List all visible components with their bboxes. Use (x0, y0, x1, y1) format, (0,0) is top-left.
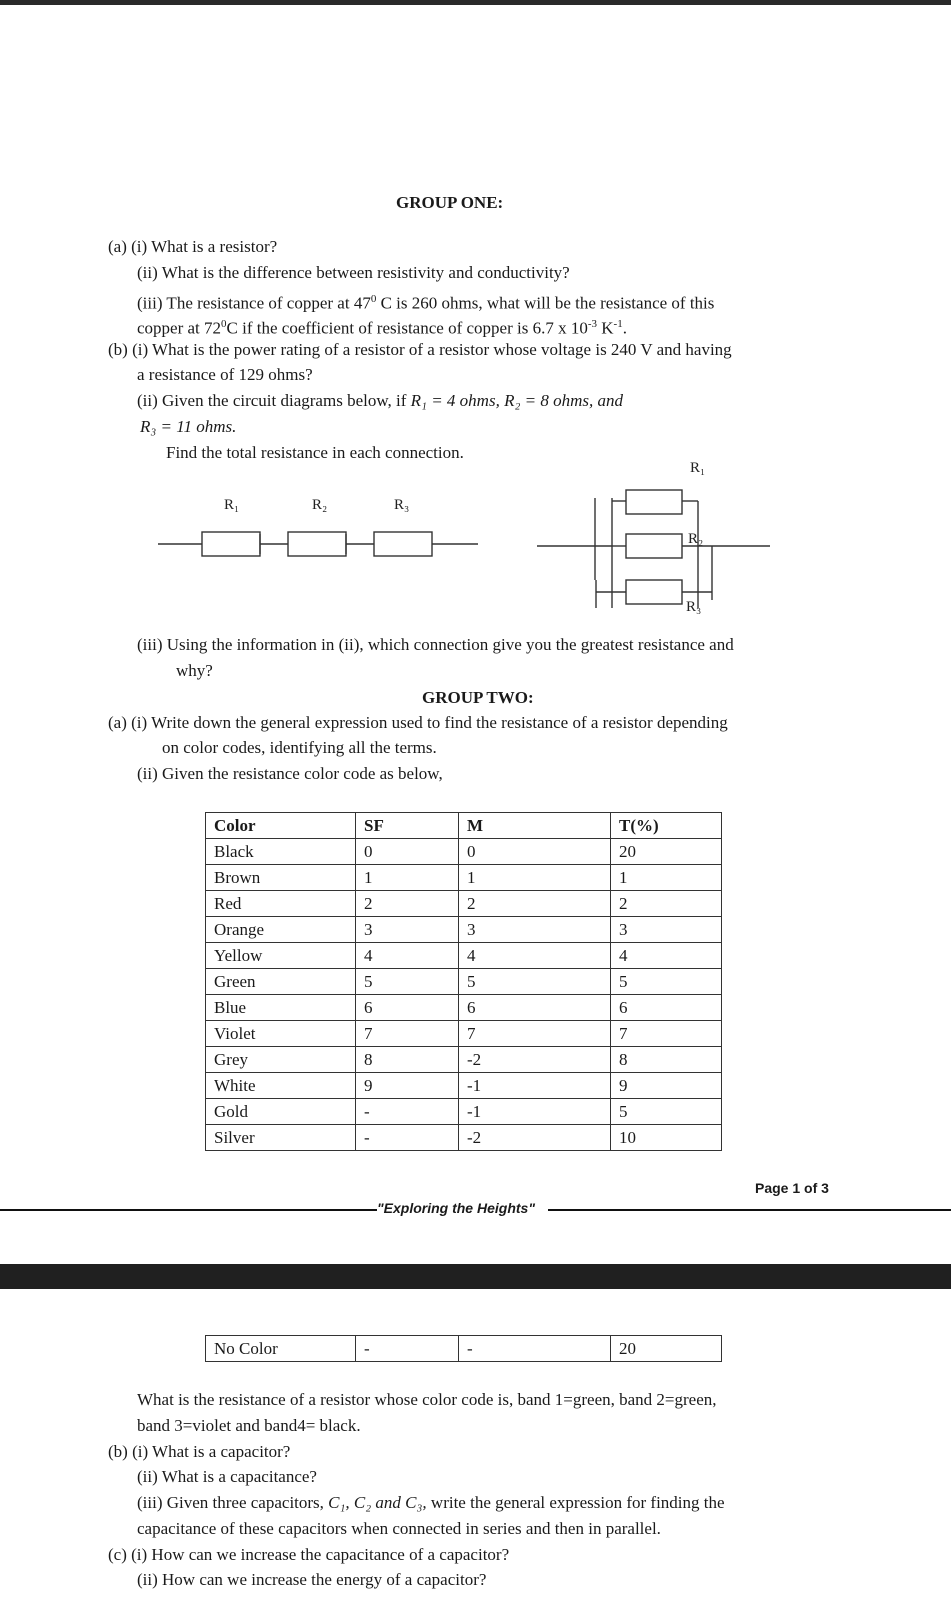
table-cell: 1 (611, 865, 722, 891)
table-cell: - (356, 1336, 459, 1362)
parallel-label-r2: R₂ (688, 531, 704, 547)
table-cell: 20 (611, 1336, 722, 1362)
table-cell: Orange (206, 917, 356, 943)
question-2c-i: (c) (i) How can we increase the capacitance of a capacitor? (108, 1545, 510, 1564)
page-break-bar (0, 1264, 951, 1289)
header-color: Color (206, 813, 356, 839)
table-cell: 6 (459, 995, 611, 1021)
table-cell: White (206, 1073, 356, 1099)
top-edge-bar (0, 0, 951, 5)
table-cell: Brown (206, 865, 356, 891)
page-number: Page 1 of 3 (755, 1180, 829, 1196)
table-row (206, 969, 722, 995)
question-b-iii-line2: why? (176, 661, 213, 680)
question-2b-ii: (ii) What is a capacitance? (137, 1467, 317, 1486)
question-b-i-line1: (b) (i) What is the power rating of a resistor of a resistor whose voltage is 240 V and having (108, 340, 732, 359)
table-cell: Black (206, 839, 356, 865)
table-cell: 9 (356, 1073, 459, 1099)
table-cell: 2 (611, 891, 722, 917)
table-cell: 3 (611, 917, 722, 943)
question-2a-i-line2: on color codes, identifying all the terms. (162, 738, 437, 757)
table-cell: 5 (611, 1099, 722, 1125)
table-cell: 20 (611, 839, 722, 865)
table-cell: 10 (611, 1125, 722, 1151)
question-2c-ii: (ii) How can we increase the energy of a capacitor? (137, 1570, 487, 1589)
table-cell: 0 (459, 839, 611, 865)
table-row (206, 891, 722, 917)
table-cell: 4 (356, 943, 459, 969)
question-a-ii: (ii) What is the difference between resistivity and conductivity? (137, 263, 570, 282)
circuit-diagrams (0, 460, 951, 635)
group-one-heading: GROUP ONE: (396, 193, 504, 212)
table-cell: No Color (206, 1336, 356, 1362)
table-row (206, 943, 722, 969)
footer-rule-right (548, 1209, 951, 1211)
table-row (206, 917, 722, 943)
table-row (206, 839, 722, 865)
table-cell: Silver (206, 1125, 356, 1151)
table-cell: - (356, 1125, 459, 1151)
parallel-label-r3: R₃ (686, 599, 702, 615)
table-cell: 4 (611, 943, 722, 969)
table-cell: 7 (459, 1021, 611, 1047)
table-cell: 3 (356, 917, 459, 943)
table-cell: 7 (356, 1021, 459, 1047)
table-cell: 8 (611, 1047, 722, 1073)
question-b-ii-find: Find the total resistance in each connection. (166, 443, 464, 462)
question-2a-ii: (ii) Given the resistance color code as below, (137, 764, 443, 783)
question-a-i: (a) (i) What is a resistor? (108, 237, 278, 256)
table-cell: 9 (611, 1073, 722, 1099)
table-row (206, 1336, 722, 1362)
question-a-iii-line1: (iii) The resistance of copper at $47^0$ C is 260 ohms, what will be the resistance of this (137, 293, 715, 313)
table-cell: 6 (611, 995, 722, 1021)
question-2b-iii-line1: (iii) Given three capacitors, C₁, C₂ and C₃, write the general expression for finding the (137, 1493, 725, 1512)
question-b-ii-line2: R₃ = 11 ohms. (140, 417, 237, 436)
question-b-ii-line1: (ii) Given the circuit diagrams below, if R₁ = 4 ohms, R₂ = 8 ohms, and (137, 391, 623, 410)
table-cell: - (459, 1336, 611, 1362)
table-cell: -1 (459, 1099, 611, 1125)
table-cell: 2 (356, 891, 459, 917)
color-code-table-continued (205, 1335, 722, 1362)
question-2b-i: (b) (i) What is a capacitor? (108, 1442, 291, 1461)
series-label-r3: R₃ (394, 497, 410, 513)
table-cell: 7 (611, 1021, 722, 1047)
table-cell: - (356, 1099, 459, 1125)
table-cell: -2 (459, 1125, 611, 1151)
parallel-label-r1: R₁ (690, 460, 706, 476)
question-b-iii-line1: (iii) Using the information in (ii), which connection give you the greatest resistance and (137, 635, 734, 654)
group-two-heading: GROUP TWO: (422, 688, 534, 707)
question-2b-iii-line2: capacitance of these capacitors when connected in series and then in parallel. (137, 1519, 661, 1538)
table-cell: 0 (356, 839, 459, 865)
table-row (206, 1099, 722, 1125)
table-row (206, 1047, 722, 1073)
series-circuit (158, 532, 478, 556)
question-a-iii-line2: copper at $72^0C$ if the coefficient of resistance of copper is 6.7 x $10^{-3}$ $K^{-1}$. (137, 318, 627, 338)
table-row (206, 1073, 722, 1099)
table-cell: 1 (459, 865, 611, 891)
table-row (206, 865, 722, 891)
table-cell: Red (206, 891, 356, 917)
table-cell: 1 (356, 865, 459, 891)
table-cell: 8 (356, 1047, 459, 1073)
table-cell: 5 (459, 969, 611, 995)
question-b-i-line2: a resistance of 129 ohms? (137, 365, 313, 384)
table-row (206, 1125, 722, 1151)
table-cell: 2 (459, 891, 611, 917)
table-cell: -2 (459, 1047, 611, 1073)
table-cell: -1 (459, 1073, 611, 1099)
table-row (206, 1021, 722, 1047)
table-cell: 6 (356, 995, 459, 1021)
series-label-r1: R₁ (224, 497, 240, 513)
table-row (206, 995, 722, 1021)
footer-motto: "Exploring the Heights" (377, 1200, 535, 1216)
header-t: T(%) (611, 813, 722, 839)
table-cell: Green (206, 969, 356, 995)
table-cell: 4 (459, 943, 611, 969)
question-color-code-line2: band 3=violet and band4= black. (137, 1416, 361, 1435)
question-2a-i-line1: (a) (i) Write down the general expression used to find the resistance of a resistor depending (108, 713, 728, 732)
header-m: M (459, 813, 611, 839)
table-cell: 3 (459, 917, 611, 943)
table-cell: Grey (206, 1047, 356, 1073)
series-label-r2: R₂ (312, 497, 328, 513)
table-cell: 5 (611, 969, 722, 995)
color-code-table (205, 812, 722, 1151)
table-cell: Gold (206, 1099, 356, 1125)
table-cell: Yellow (206, 943, 356, 969)
footer-rule-left (0, 1209, 377, 1211)
parallel-circuit (537, 490, 770, 608)
table-cell: Violet (206, 1021, 356, 1047)
table-cell: 5 (356, 969, 459, 995)
question-color-code-line1: What is the resistance of a resistor whose color code is, band 1=green, band 2=green, (137, 1390, 717, 1409)
table-cell: Blue (206, 995, 356, 1021)
header-sf: SF (356, 813, 459, 839)
table-header-row (206, 813, 722, 839)
